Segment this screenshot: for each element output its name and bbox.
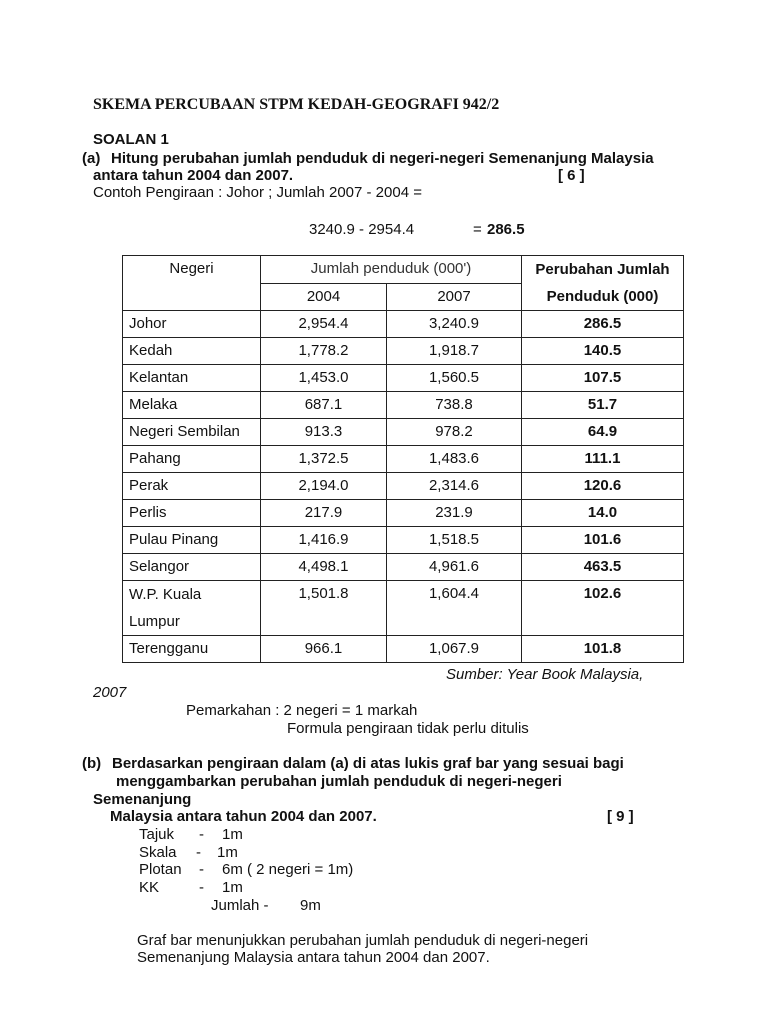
graph-description-line2: Semenanjung Malaysia antara tahun 2004 dan 2007. bbox=[137, 949, 490, 966]
cell-2007: 231.9 bbox=[387, 500, 522, 527]
cell-2004: 1,778.2 bbox=[261, 338, 387, 365]
cell-negeri: Melaka bbox=[123, 392, 261, 419]
table-row bbox=[123, 392, 684, 419]
cell-negeri: Kelantan bbox=[123, 365, 261, 392]
cell-change: 102.6 bbox=[522, 581, 684, 636]
cell-change: 14.0 bbox=[522, 500, 684, 527]
source-line1: Sumber: Year Book Malaysia, bbox=[446, 666, 644, 683]
criteria-sep: - bbox=[199, 879, 204, 896]
cell-2004: 1,416.9 bbox=[261, 527, 387, 554]
criteria-value: 1m bbox=[217, 844, 238, 861]
cell-2007: 1,518.5 bbox=[387, 527, 522, 554]
cell-2004: 2,954.4 bbox=[261, 311, 387, 338]
cell-change: 107.5 bbox=[522, 365, 684, 392]
cell-negeri: Negeri Sembilan bbox=[123, 419, 261, 446]
criteria-value: 1m bbox=[222, 826, 243, 843]
header-2007: 2007 bbox=[387, 283, 522, 311]
cell-2004: 4,498.1 bbox=[261, 554, 387, 581]
cell-2004: 966.1 bbox=[261, 636, 387, 663]
part-b-question-line3: Semenanjung bbox=[93, 791, 192, 808]
part-b-question-line2: menggambarkan perubahan jumlah penduduk di negeri-negeri bbox=[116, 773, 562, 790]
cell-2004: 913.3 bbox=[261, 419, 387, 446]
cell-change: 140.5 bbox=[522, 338, 684, 365]
header-perubahan bbox=[522, 256, 684, 311]
criteria-sep: - bbox=[196, 844, 201, 861]
part-b-label: (b) bbox=[82, 755, 102, 772]
cell-2004: 217.9 bbox=[261, 500, 387, 527]
cell-negeri: Kedah bbox=[123, 338, 261, 365]
table-row bbox=[123, 527, 684, 554]
part-a-marks: [ 6 ] bbox=[558, 167, 585, 184]
criteria-value: 1m bbox=[222, 879, 243, 896]
cell-negeri: Pahang bbox=[123, 446, 261, 473]
cell-2007: 1,918.7 bbox=[387, 338, 522, 365]
part-a-question-line1: Hitung perubahan jumlah penduduk di negeri-negeri Semenanjung Malaysia bbox=[111, 150, 654, 167]
cell-2007: 4,961.6 bbox=[387, 554, 522, 581]
table-row bbox=[123, 473, 684, 500]
cell-negeri: Johor bbox=[123, 311, 261, 338]
cell-negeri: Perlis bbox=[123, 500, 261, 527]
cell-2007: 1,604.4 bbox=[387, 581, 522, 636]
cell-negeri bbox=[123, 581, 261, 636]
table-row bbox=[123, 554, 684, 581]
part-a-question-line2: antara tahun 2004 dan 2007. bbox=[93, 167, 294, 184]
criteria-name: Plotan bbox=[139, 861, 182, 878]
part-b-question-line4: Malaysia antara tahun 2004 dan 2007. bbox=[110, 808, 377, 825]
table-row bbox=[123, 419, 684, 446]
page-title: SKEMA PERCUBAAN STPM KEDAH-GEOGRAFI 942/2 bbox=[93, 96, 500, 113]
total-label: Jumlah - bbox=[211, 897, 269, 914]
cell-change: 101.6 bbox=[522, 527, 684, 554]
cell-2007: 738.8 bbox=[387, 392, 522, 419]
table-row bbox=[123, 636, 684, 663]
cell-2004: 1,372.5 bbox=[261, 446, 387, 473]
header-jumlah-penduduk: Jumlah penduduk (000') bbox=[261, 256, 522, 284]
cell-negeri: Pulau Pinang bbox=[123, 527, 261, 554]
criteria-sep: - bbox=[199, 826, 204, 843]
table-row bbox=[123, 365, 684, 392]
graph-description-line1: Graf bar menunjukkan perubahan jumlah penduduk di negeri-negeri bbox=[137, 932, 589, 949]
wp-line2: Lumpur bbox=[129, 613, 180, 630]
cell-change: 51.7 bbox=[522, 392, 684, 419]
cell-change: 463.5 bbox=[522, 554, 684, 581]
criteria-sep: - bbox=[199, 861, 204, 878]
calculation-result: 286.5 bbox=[487, 221, 525, 238]
cell-2007: 978.2 bbox=[387, 419, 522, 446]
cell-change: 286.5 bbox=[522, 311, 684, 338]
header-negeri: Negeri bbox=[123, 256, 261, 311]
cell-change: 111.1 bbox=[522, 446, 684, 473]
part-b-question-line1: Berdasarkan pengiraan dalam (a) di atas lukis graf bar yang sesuai bagi bbox=[112, 755, 624, 772]
table-row bbox=[123, 338, 684, 365]
criteria-name: KK bbox=[139, 879, 160, 896]
criteria-name: Skala bbox=[139, 844, 177, 861]
part-a-label: (a) bbox=[82, 150, 101, 167]
header-perubahan-line1: Perubahan Jumlah bbox=[535, 261, 670, 278]
header-perubahan-line2: Penduduk (000) bbox=[546, 288, 659, 305]
cell-negeri: Selangor bbox=[123, 554, 261, 581]
cell-2007: 1,560.5 bbox=[387, 365, 522, 392]
cell-2007: 3,240.9 bbox=[387, 311, 522, 338]
marking-line2: Formula pengiraan tidak perlu ditulis bbox=[287, 720, 529, 737]
cell-2007: 1,483.6 bbox=[387, 446, 522, 473]
marking-line1: Pemarkahan : 2 negeri = 1 markah bbox=[186, 702, 418, 719]
cell-change: 64.9 bbox=[522, 419, 684, 446]
cell-2004: 1,501.8 bbox=[261, 581, 387, 636]
calculation-equals: = bbox=[473, 221, 482, 238]
table-row bbox=[123, 311, 684, 338]
criteria-name: Tajuk bbox=[139, 826, 175, 843]
table-row bbox=[123, 500, 684, 527]
example-calculation-label: Contoh Pengiraan : Johor ; Jumlah 2007 - 2004 = bbox=[93, 184, 422, 201]
criteria-value: 6m ( 2 negeri = 1m) bbox=[222, 861, 354, 878]
header-2004: 2004 bbox=[261, 283, 387, 311]
total-value: 9m bbox=[300, 897, 321, 914]
cell-2004: 687.1 bbox=[261, 392, 387, 419]
part-b-marks: [ 9 ] bbox=[607, 808, 634, 825]
question-heading: SOALAN 1 bbox=[93, 131, 169, 148]
cell-negeri: Terengganu bbox=[123, 636, 261, 663]
calculation-expression: 3240.9 - 2954.4 bbox=[309, 221, 415, 238]
cell-2007: 1,067.9 bbox=[387, 636, 522, 663]
table-row bbox=[123, 446, 684, 473]
cell-change: 120.6 bbox=[522, 473, 684, 500]
cell-change: 101.8 bbox=[522, 636, 684, 663]
table-row bbox=[123, 581, 684, 636]
table-header-row bbox=[123, 256, 684, 284]
cell-2004: 2,194.0 bbox=[261, 473, 387, 500]
population-table bbox=[122, 255, 684, 663]
cell-negeri: Perak bbox=[123, 473, 261, 500]
cell-2007: 2,314.6 bbox=[387, 473, 522, 500]
cell-2004: 1,453.0 bbox=[261, 365, 387, 392]
source-line2: 2007 bbox=[93, 684, 127, 701]
wp-line1: W.P. Kuala bbox=[129, 586, 202, 603]
